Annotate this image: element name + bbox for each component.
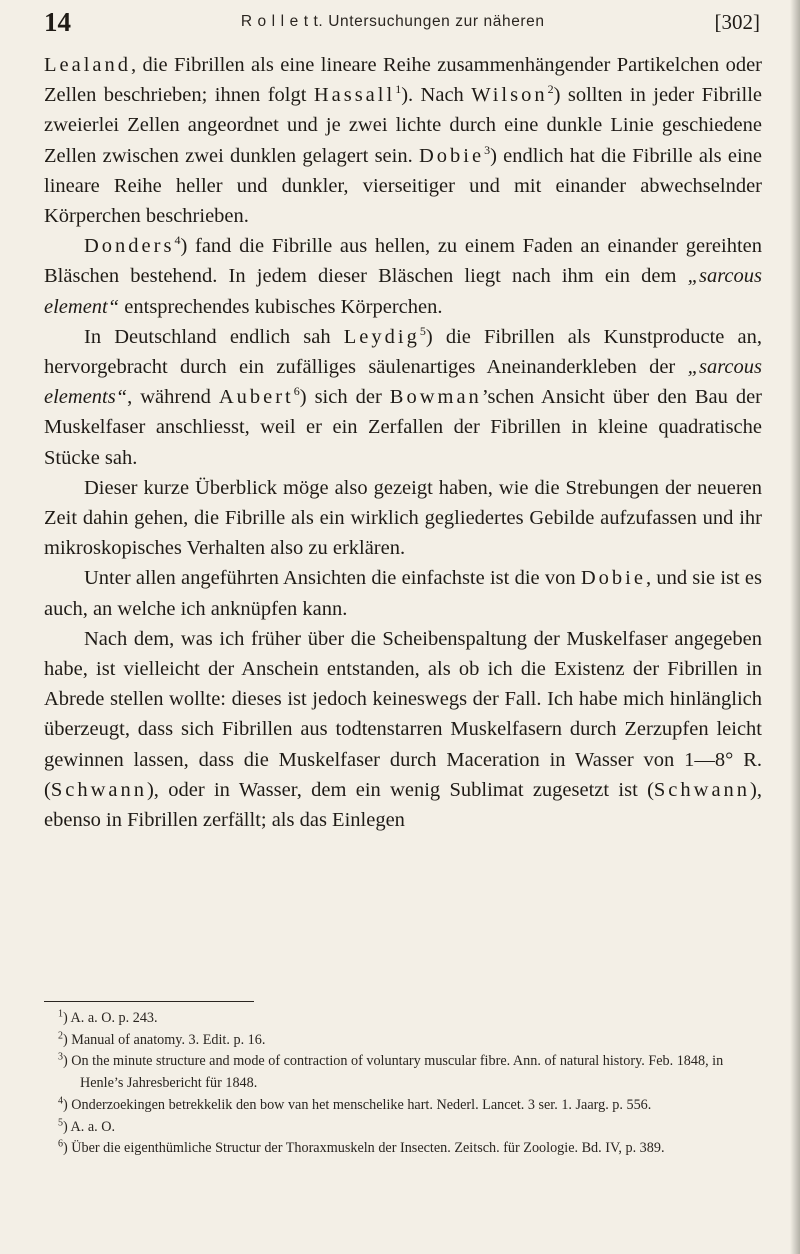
footnote [44,1117,762,1139]
text-run: Unter allen angeführten Ansichten die einfachste ist die von [84,567,581,590]
text-run: , und sie ist es auch, an welche ich anknüpfen kann. [44,567,762,620]
text-run: ) endlich hat die Fibrille als eine lineare Reihe heller und dunkler, vierseitiger und mit einander abwechselnder Körperchen beschrieben. [44,144,762,228]
text-run: ’schen Ansicht über den Bau der Muskelfaser anschliesst, weil er ein Zerfallen der Fibrillen in kleine quadratische Stücke sah. [44,386,763,469]
footnote-ref: 3 [484,142,491,157]
text-run: entsprechendes kubisches Körperchen. [119,295,443,318]
text-run: ), oder in Wasser, dem ein wenig Sublimat zugesetzt ist ( [146,778,654,801]
footnote [44,1030,762,1052]
footnote-text: ) Onderzoekingen betrekkelik den bow van het menschelike hart. Nederl. Lancet. 3 ser. 1. Jaarg. p. 556. [63,1096,652,1113]
text-run: ). Nach [401,84,472,107]
footnote [44,1138,762,1160]
footnote-text: ) A. a. O. [63,1118,116,1135]
footnotes [44,1008,762,1160]
text-run: Nach dem, was ich früher über die Scheibenspaltung der Muskelfaser angegeben habe, ist vielleicht der Anschein entstanden, als ob ich die Existenz der Fibrillen in Abrede stellen wollte: dieses ist jedoch keineswegs der Fall. Ich habe mich hinlänglich überzeugt, dass sich Fibrillen aus todtenstarren Muskelfasern durch Zerzupfen leicht gewinnen lassen, dass die Muskelfaser durch Maceration in Wasser von 1—8° R. ( [44,627,762,801]
footnote-text: ) On the minute structure and mode of contraction of voluntary muscular fibre. Ann. of natural history. Feb. 1848, in Henle’s Jahresbericht für 1848. [63,1053,724,1092]
paragraph [44,473,762,564]
author-name: Lealand [44,54,132,76]
footnote-ref: 1 [395,82,402,97]
text-run: ), ebenso in Fibrillen zerfällt; als das Einlegen [44,778,762,832]
page-header [44,4,760,40]
author-name: Wilson [471,84,548,107]
section-number: [302] [714,9,760,34]
author-name: Aubert [218,386,294,409]
text-run: In Deutschland endlich sah [84,325,344,348]
footnote-text: ) Über die eigenthümliche Structur der Thoraxmuskeln der Insecten. Zeitsch. für Zoologie. Bd. IV, p. 389. [63,1140,665,1157]
author-name: Dobie [418,144,485,167]
author-name: Donders [84,235,175,258]
text-run: , die Fibrillen als eine lineare Reihe zusammenhängender Partikelchen oder Zellen beschrieben; ihnen folgt [44,54,762,107]
page-edge-shadow [790,0,800,1254]
running-title: R o l l e t t. Untersuchungen zur näheren [240,13,545,30]
author-name: Schwann [653,778,751,801]
author-name: Leydig [343,325,420,348]
paragraph [44,231,762,322]
text-run: Dieser kurze Überblick möge also gezeigt haben, wie die Strebungen der neueren Zeit dahin gehen, die Fibrille als ein wirklich gegliedertes Gebilde aufzufassen und ihr mikroskopisches Verhalten also zu erklären. [44,476,762,560]
text-run: ) die Fibrillen als Kunstproducte an, hervorgebracht durch ein zufälliges säulenartiges Aneinanderkleben der [44,325,762,379]
footnote-mark: 1 [58,1008,63,1020]
text-run: ) sollten in jeder Fibrille zweierlei Zellen angeordnet und je zwei lichte durch eine dunkle Linie geschiedene Zellen zwischen zwei dunklen gelagert sein. [44,84,762,167]
footnote-ref: 2 [547,82,554,97]
page-number: 14 [44,6,71,37]
footnote-mark: 5 [58,1116,63,1128]
author-name: Dobie [580,567,646,590]
footnote-text: ) A. a. O. p. 243. [63,1010,158,1026]
paragraph [44,624,762,835]
text-run: , während [127,386,219,409]
footnote-ref: 5 [419,324,426,338]
footnote-rule [44,1001,254,1002]
paragraph [44,563,762,623]
footnote-ref: 6 [293,384,300,399]
footnote-ref: 4 [174,233,181,248]
italic-term: „sarcous element“ [44,265,762,318]
paragraph [44,50,762,231]
author-name: Schwann [50,778,147,801]
text-run: ) sich der [299,386,390,409]
footnote-mark: 3 [58,1051,63,1063]
text-run: ) fand die Fibrille aus hellen, zu einem Faden an einander gereihten Bläschen bestehend. In jedem dieser Bläschen liegt nach ihm ein dem [44,235,762,288]
footnote-mark: 4 [58,1095,63,1107]
footnote [44,1095,762,1117]
paragraph [44,322,762,473]
footnote [44,1008,762,1030]
footnote [44,1051,762,1094]
author-name: Bowman [389,386,482,409]
footnote-text: ) Manual of anatomy. 3. Edit. p. 16. [63,1031,266,1048]
italic-term: „sarcous elements“ [44,356,762,409]
body-text [44,50,762,835]
author-name: Hassall [313,84,396,107]
footnote-mark: 6 [58,1138,63,1150]
footnote-mark: 2 [58,1029,63,1041]
